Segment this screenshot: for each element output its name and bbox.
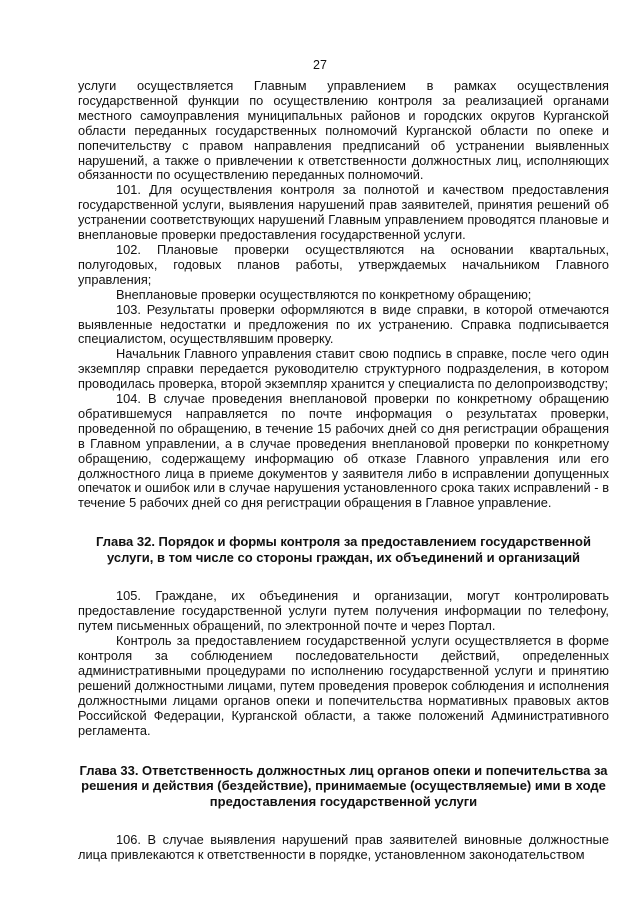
paragraph-unplanned-checks: Внеплановые проверки осуществляются по конкретному обращению;: [116, 286, 532, 302]
chapter-33-heading: Глава 33. Ответственность должностных лиц органов опеки и попечительства за решения и действия (бездействие), принимаемые (осуществляемые) ими в ходе предоставления государственной услуги: [79, 762, 608, 809]
paragraph-102: 102. Плановые проверки осуществляются на основании квартальных, полугодовых, годовых планов работы, утверждаемых начальником Главного управления;: [78, 241, 609, 287]
page-number: 27: [313, 58, 327, 72]
paragraph-105: 105. Граждане, их объединения и организации, могут контролировать предоставление государственной услуги путем получения информации по телефону, путем письменных обращений, по электронной почте и через Портал.: [78, 588, 609, 634]
document-body: [78, 79, 609, 863]
paragraph-101: 101. Для осуществления контроля за полнотой и качеством предоставления государственной услуги, выявления нарушений прав заявителей, принятия решений об устранении соответствующих нарушений Главным управлением проводятся плановые и внеплановые проверки предоставления государственной услуги.: [78, 182, 609, 243]
paragraph-continuation: услуги осуществляется Главным управлением в рамках осуществления государственной функции по осуществлению контроля за реализацией органами местного самоуправления муниципальных районов и городских округов Курганской области переданных государственных полномочий Курганской области по опеке и попечительству с правом направления предписаний об устранении выявленных нарушений, а также о привлечении к ответственности должностных лиц, исполняющих обязанности по осуществлению переданных полномочий.: [78, 78, 609, 183]
paragraph-control-form: Контроль за предоставлением государственной услуги осуществляется в форме контроля за соблюдением последовательности действий, определенных административными процедурами по исполнению государственной услуги и принятию решений должностными лицами, путем проведения проверок соблюдения и исполнения должностными лицами органов опеки и попечительства нормативных правовых актов Российской Федерации, Курганской области, а также положений Административного регламента.: [78, 633, 609, 738]
chapter-32-heading: Глава 32. Порядок и формы контроля за предоставлением государственной услуги, в том числе со стороны граждан, их объединений и организаций: [96, 534, 591, 565]
paragraph-104: 104. В случае проведения внеплановой проверки по конкретному обращению обратившемуся направляется по почте информация о результатах проверки, проведенной по обращению, в течение 15 рабочих дней со дня регистрации обращения в Главном управлении, а в случае проведения внеплановой проверки по конкретному обращению, содержащему информацию об отказе Главного управления или его должностного лица в приеме документов у заявителя либо в исправлении допущенных опечаток и ошибок или в случае нарушения установленного срока таких исправлений - в течение 5 рабочих дней со дня регистрации обращения в Главное управление.: [78, 391, 609, 511]
paragraph-head-signature: Начальник Главного управления ставит свою подпись в справке, после чего один экземпляр справки передается руководителю структурного подразделения, в котором проводилась проверка, второй экземпляр хранится у специалиста по делопроизводству;: [78, 346, 609, 392]
paragraph-106: 106. В случае выявления нарушений прав заявителей виновные должностные лица привлекаются к ответственности в порядке, установленном законодательством: [78, 832, 609, 863]
paragraph-103: 103. Результаты проверки оформляются в виде справки, в которой отмечаются выявленные недостатки и предложения по их устранению. Справка подписывается специалистом, осуществлявшим проверку.: [78, 301, 609, 347]
